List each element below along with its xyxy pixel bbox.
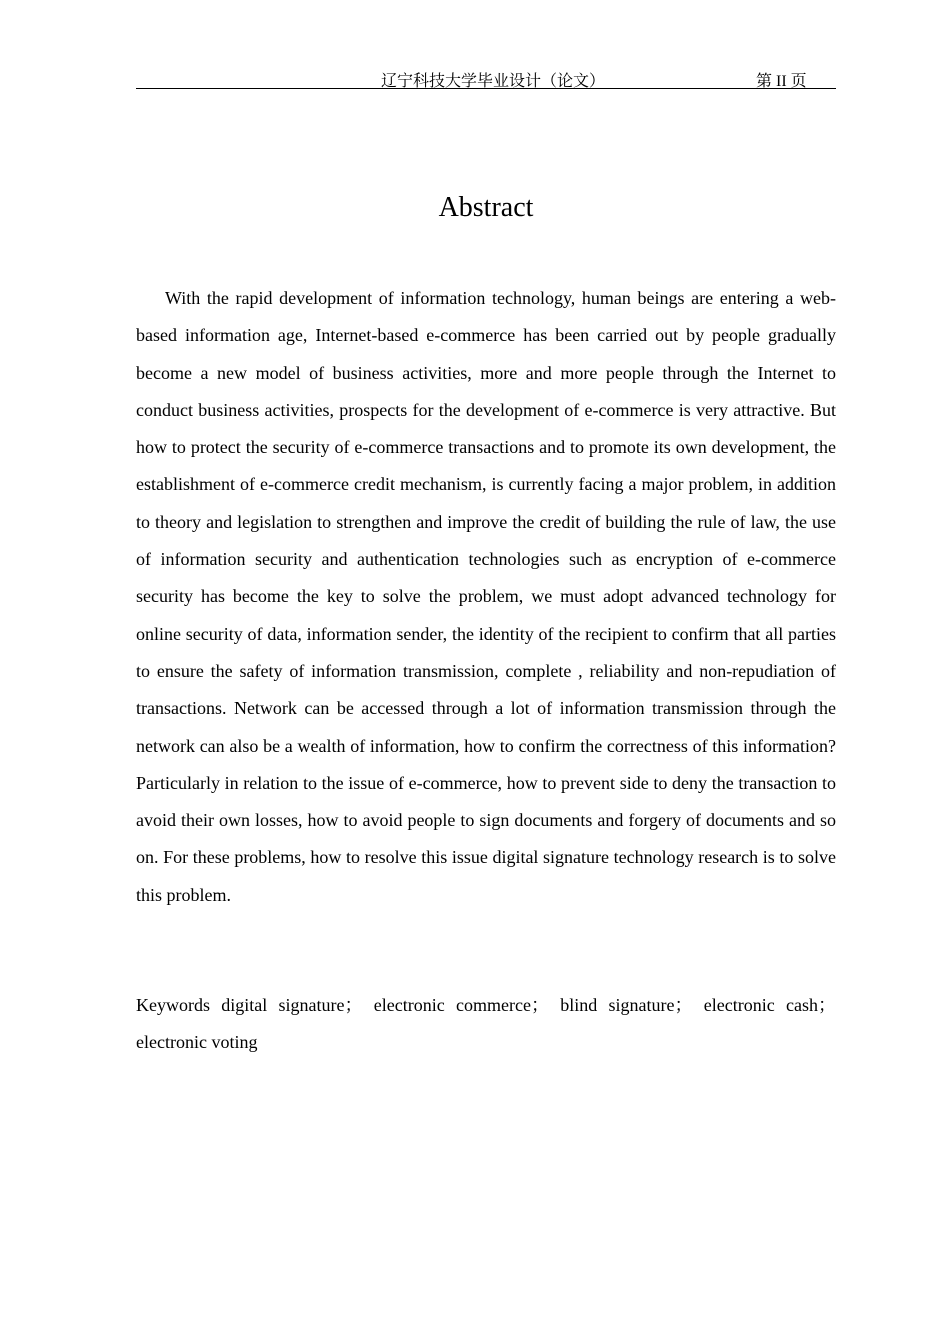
page-header xyxy=(136,66,836,89)
abstract-heading: Abstract xyxy=(438,192,534,223)
header-title: 辽宁科技大学毕业设计（论文） xyxy=(381,73,606,90)
abstract-body: With the rapid development of information technology, human beings are entering a web-based information age, Internet-based e-commerce has been carried out by people gradually become a new model of business activities, more and more people through the Internet to conduct business activities, prospects for the development of e-commerce is very attractive. But how to protect the security of e-commerce transactions and to promote its own development, the establishment of e-commerce credit mechanism, is currently facing a major problem, in addition to theory and legislation to strengthen and improve the credit of building the rule of law, the use of information security and authentication technologies such as encryption of e-commerce security has become the key to solve the problem, we must adopt advanced technology for online security of data, information sender, the identity of the recipient to confirm that all parties to ensure the safety of information transmission, complete , reliability and non-repudiation of transactions. Network can be accessed through a lot of information transmission through the network can also be a wealth of information, how to confirm the correctness of this information? Particularly in relation to the issue of e-commerce, how to prevent side to deny the transaction to avoid their own losses, how to avoid people to sign documents and forgery of documents and so on. For these problems, how to resolve this issue digital signature technology research is to solve this problem. xyxy=(136,288,836,905)
keywords-line: Keywords digital signature； electronic commerce； blind signature； electronic cash； electronic voting xyxy=(136,995,836,1053)
header-page-number: 第 II 页 xyxy=(756,73,807,90)
